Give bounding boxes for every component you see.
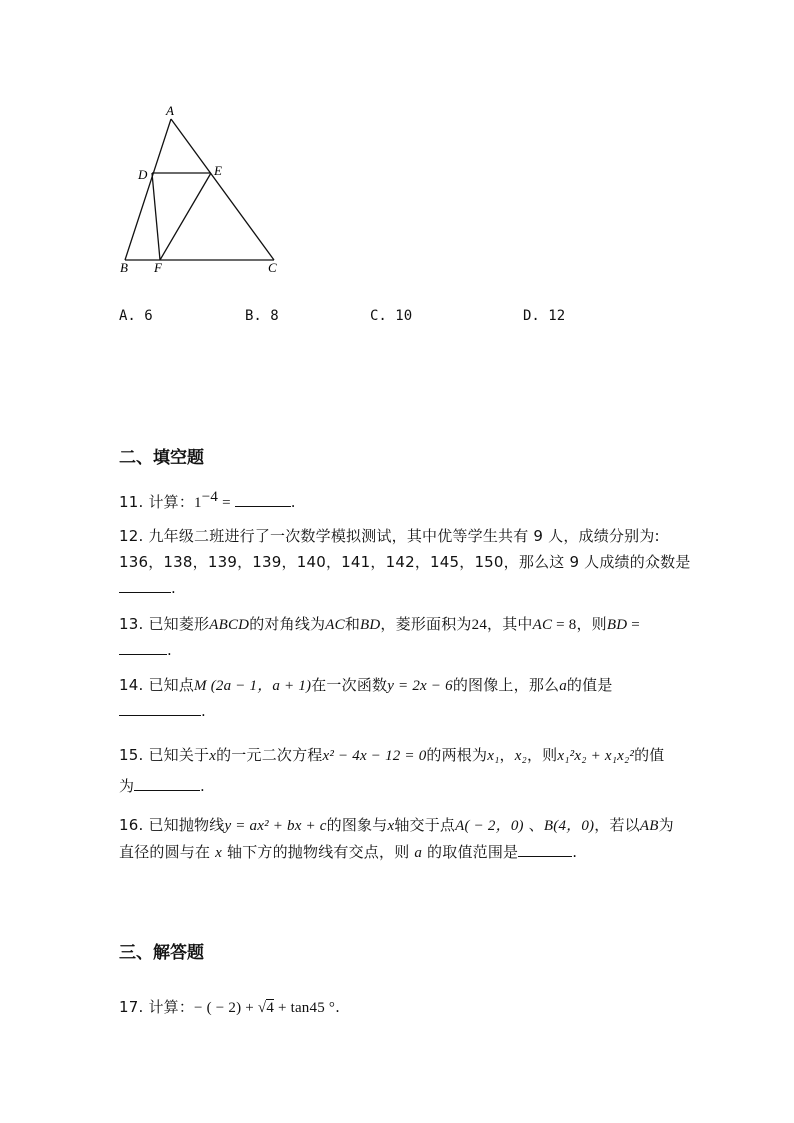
sqrt-symbol-icon: √ bbox=[257, 1000, 267, 1016]
q13-text-4: ，菱形面积为 bbox=[380, 615, 472, 633]
q16-line2-math-2: a bbox=[414, 845, 423, 861]
q16-text-4: 、 bbox=[523, 816, 544, 834]
q12-line2: 136，138，139，139，140，141，142，145，150，那么这 9 人成绩的众数是 bbox=[119, 553, 691, 571]
q16-text-1: 已知抛物线 bbox=[148, 816, 225, 834]
q17-radicand: 4 bbox=[266, 1000, 275, 1016]
label-a: A bbox=[166, 103, 174, 118]
q11-number: 11. bbox=[119, 493, 144, 511]
question-16-line2 bbox=[119, 840, 577, 865]
q14-blank bbox=[119, 702, 201, 716]
q15-text-3: 的两根为 bbox=[426, 746, 488, 764]
q15-math-1: x bbox=[209, 748, 217, 764]
label-d: D bbox=[138, 167, 148, 182]
q15-math-3: x₁ bbox=[487, 748, 500, 764]
question-15 bbox=[119, 743, 665, 768]
label-f: F bbox=[154, 260, 162, 275]
q12-number: 12. bbox=[119, 527, 144, 545]
q13-math-6: = 8 bbox=[552, 617, 577, 633]
q17-expr-1: − ( − 2) + bbox=[194, 1000, 258, 1016]
q16-line2-text-3: 的取值范围是 bbox=[422, 843, 519, 861]
q16-text-2: 的图象与 bbox=[326, 816, 388, 834]
q11-base: 1 bbox=[194, 495, 202, 511]
q15-text-5: ，则 bbox=[526, 746, 558, 764]
q11-equals: = bbox=[218, 495, 235, 511]
q12-line1: 九年级二班进行了一次数学模拟测试，其中优等学生共有 9 人，成绩分别为: bbox=[148, 527, 660, 545]
q12-blank bbox=[119, 579, 171, 593]
q11-text: 计算： bbox=[148, 493, 195, 511]
q13-math-7: BD bbox=[606, 617, 628, 633]
question-12-line2 bbox=[119, 550, 691, 574]
triangle-figure bbox=[110, 100, 290, 280]
q15-blank bbox=[134, 777, 200, 791]
q16-line2-text-2: 轴下方的抛物线有交点，则 bbox=[222, 843, 415, 861]
q14-end: . bbox=[201, 702, 206, 720]
q15-line2: 为 bbox=[119, 777, 135, 795]
question-13-line2 bbox=[119, 638, 172, 662]
q14-text-2: 在一次函数 bbox=[311, 676, 388, 694]
q14-math-3: a bbox=[559, 678, 567, 694]
question-11 bbox=[119, 489, 296, 512]
q14-math-1: M (2a − 1，a + 1) bbox=[194, 678, 312, 694]
question-17 bbox=[119, 996, 340, 1017]
question-16 bbox=[119, 813, 674, 838]
q16-line2-math-1: x bbox=[215, 845, 223, 861]
q13-text-3: 和 bbox=[344, 615, 361, 633]
q16-blank bbox=[518, 843, 572, 857]
q13-text-6: ，则 bbox=[576, 615, 607, 633]
choice-d: D. 12 bbox=[523, 308, 566, 324]
label-c: C bbox=[268, 260, 277, 275]
q12-end: . bbox=[171, 579, 176, 597]
q17-expr-2: + tan45 ° bbox=[274, 1000, 336, 1016]
q17-text: 计算： bbox=[148, 998, 195, 1016]
q15-text-6: 的值 bbox=[634, 746, 665, 764]
q15-math-4: x₂ bbox=[514, 748, 527, 764]
section-3-title: 三、解答题 bbox=[119, 943, 204, 963]
q13-blank bbox=[119, 641, 167, 655]
q15-end: . bbox=[200, 777, 205, 795]
q16-line2-text-1: 直径的圆与在 bbox=[119, 843, 216, 861]
q14-text-3: 的图像上，那么 bbox=[452, 676, 560, 694]
q13-end: . bbox=[167, 641, 172, 659]
q16-math-2: x bbox=[387, 818, 395, 834]
q16-math-3: A( − 2，0) bbox=[455, 818, 524, 834]
choice-c: C. 10 bbox=[370, 308, 413, 324]
q17-end: . bbox=[335, 998, 341, 1016]
q14-text-4: 的值是 bbox=[566, 676, 613, 694]
q13-math-3: BD bbox=[360, 617, 381, 633]
q13-text-1: 已知菱形 bbox=[148, 615, 210, 633]
q16-number: 16. bbox=[119, 816, 144, 834]
q13-math-4: 24 bbox=[471, 617, 488, 633]
label-e: E bbox=[214, 163, 222, 178]
q13-number: 13. bbox=[119, 615, 144, 633]
q11-exponent: −4 bbox=[201, 489, 219, 505]
q14-number: 14. bbox=[119, 676, 144, 694]
question-12 bbox=[119, 524, 660, 548]
q15-number: 15. bbox=[119, 746, 144, 764]
q11-end: . bbox=[290, 493, 296, 511]
q15-math-2: x² − 4x − 12 = 0 bbox=[322, 748, 427, 764]
segment-df bbox=[152, 173, 160, 260]
q14-text-1: 已知点 bbox=[148, 676, 195, 694]
label-b: B bbox=[120, 260, 128, 275]
q15-text-2: 的一元二次方程 bbox=[216, 746, 323, 764]
question-12-line3 bbox=[119, 576, 176, 600]
question-13 bbox=[119, 612, 640, 637]
question-14-line2 bbox=[119, 699, 206, 723]
q11-blank bbox=[235, 493, 291, 507]
q16-math-1: y = ax² + bx + c bbox=[224, 818, 327, 834]
q16-text-3: 轴交于点 bbox=[394, 816, 456, 834]
q14-math-2: y = 2x − 6 bbox=[387, 678, 453, 694]
choice-a: A. 6 bbox=[119, 308, 153, 324]
q16-text-5: ，若以 bbox=[594, 816, 640, 834]
q13-math-1: ABCD bbox=[209, 617, 250, 633]
q17-number: 17. bbox=[119, 998, 144, 1016]
q13-text-2: 的对角线为 bbox=[249, 615, 326, 633]
q16-end: . bbox=[572, 843, 578, 861]
segment-ac bbox=[171, 119, 274, 260]
q15-text-1: 已知关于 bbox=[148, 746, 210, 764]
section-2-title: 二、填空题 bbox=[119, 448, 204, 468]
q13-math-2: AC bbox=[325, 617, 345, 633]
q15-math-5: x₁²x₂ + x₁x₂² bbox=[557, 748, 635, 764]
q16-math-4: B(4，0) bbox=[543, 818, 595, 834]
segment-ab bbox=[125, 119, 171, 260]
q13-text-5: ，其中 bbox=[487, 615, 533, 633]
q16-math-5: AB bbox=[639, 818, 659, 834]
q15-text-4: ， bbox=[499, 746, 515, 764]
choice-b: B. 8 bbox=[245, 308, 279, 324]
segment-ef bbox=[160, 173, 211, 260]
q16-text-6: 为 bbox=[658, 816, 674, 834]
q13-math-5: AC bbox=[532, 617, 553, 633]
question-15-line2 bbox=[119, 774, 205, 798]
question-14 bbox=[119, 673, 613, 698]
q13-math-8: = bbox=[627, 617, 640, 633]
